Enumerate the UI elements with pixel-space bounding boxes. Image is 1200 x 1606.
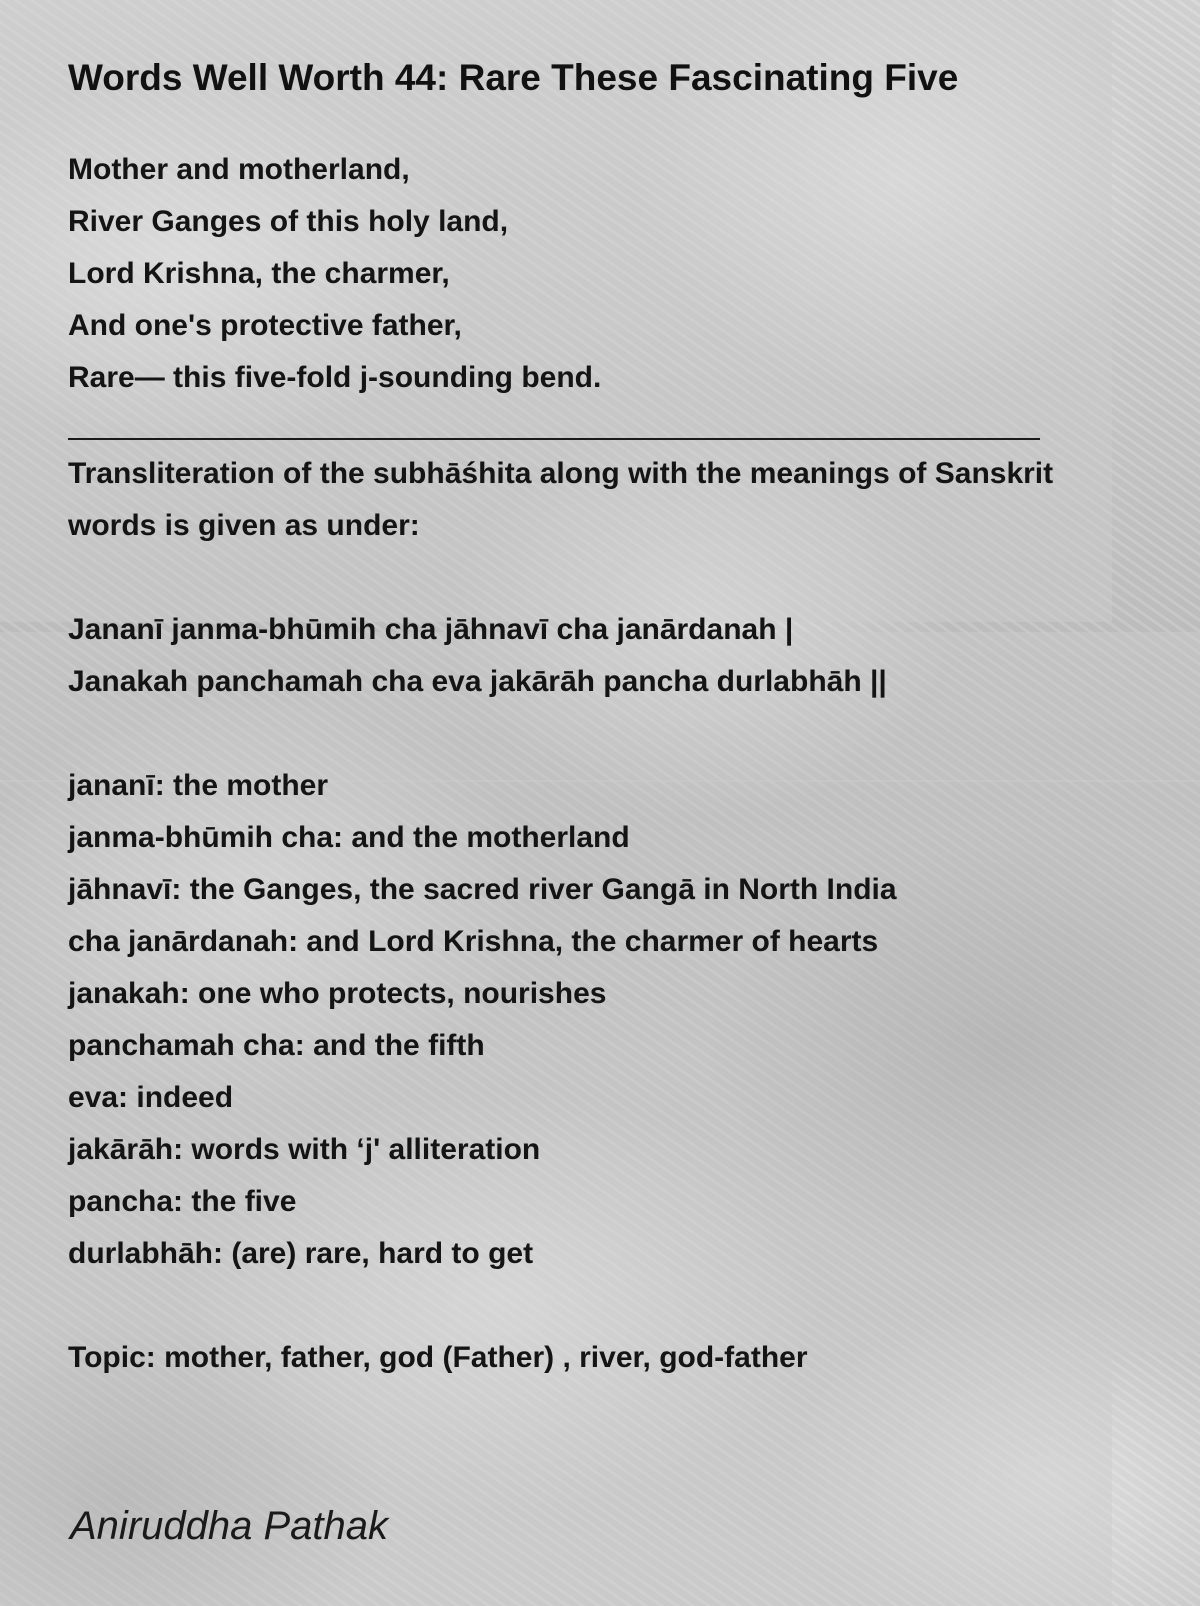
spacer: [68, 1280, 1148, 1332]
intro-text: Transliteration of the subhāśhita along with the meanings of Sanskrit words is given as under:: [68, 457, 1054, 542]
verse-line: Janakah panchamah cha eva jakārāh pancha durlabhāh ||: [68, 665, 887, 698]
spacer: [68, 552, 1148, 604]
poem-card: [68, 52, 1148, 1384]
glossary-item: jāhnavī: the Ganges, the sacred river Gangā in North India: [68, 873, 897, 906]
poem-line: River Ganges of this holy land,: [68, 205, 509, 238]
glossary-item: janma-bhūmih cha: and the motherland: [68, 821, 630, 854]
verse-line: Jananī janma-bhūmih cha jāhnavī cha janārdanah |: [68, 613, 794, 646]
author-name: Aniruddha Pathak: [70, 1504, 389, 1548]
poem-line: Lord Krishna, the charmer,: [68, 257, 450, 290]
poem-stanza: [68, 144, 1148, 404]
poem-line: And one's protective father,: [68, 309, 462, 342]
glossary-item: cha janārdanah: and Lord Krishna, the charmer of hearts: [68, 925, 879, 958]
glossary-item: janakah: one who protects, nourishes: [68, 977, 607, 1010]
poem-line: Mother and motherland,: [68, 153, 410, 186]
glossary-item: panchamah cha: and the fifth: [68, 1029, 485, 1062]
glossary-item: eva: indeed: [68, 1081, 234, 1114]
glossary-item: pancha: the five: [68, 1185, 297, 1218]
background-band: [0, 1352, 1112, 1606]
sanskrit-verse: [68, 604, 1148, 708]
topic-line: Topic: mother, father, god (Father) , river, god-father: [68, 1341, 808, 1374]
glossary-list: [68, 760, 1148, 1280]
separator-rule: [68, 438, 1040, 440]
poem-line: Rare— this five-fold j-sounding bend.: [68, 361, 602, 394]
glossary-item: jakārāh: words with ‘j' alliteration: [68, 1133, 541, 1166]
spacer: [68, 708, 1148, 760]
glossary-item: durlabhāh: (are) rare, hard to get: [68, 1237, 534, 1270]
poem-title: Words Well Worth 44: Rare These Fascinating Five: [68, 57, 959, 98]
glossary-item: jananī: the mother: [68, 769, 329, 802]
